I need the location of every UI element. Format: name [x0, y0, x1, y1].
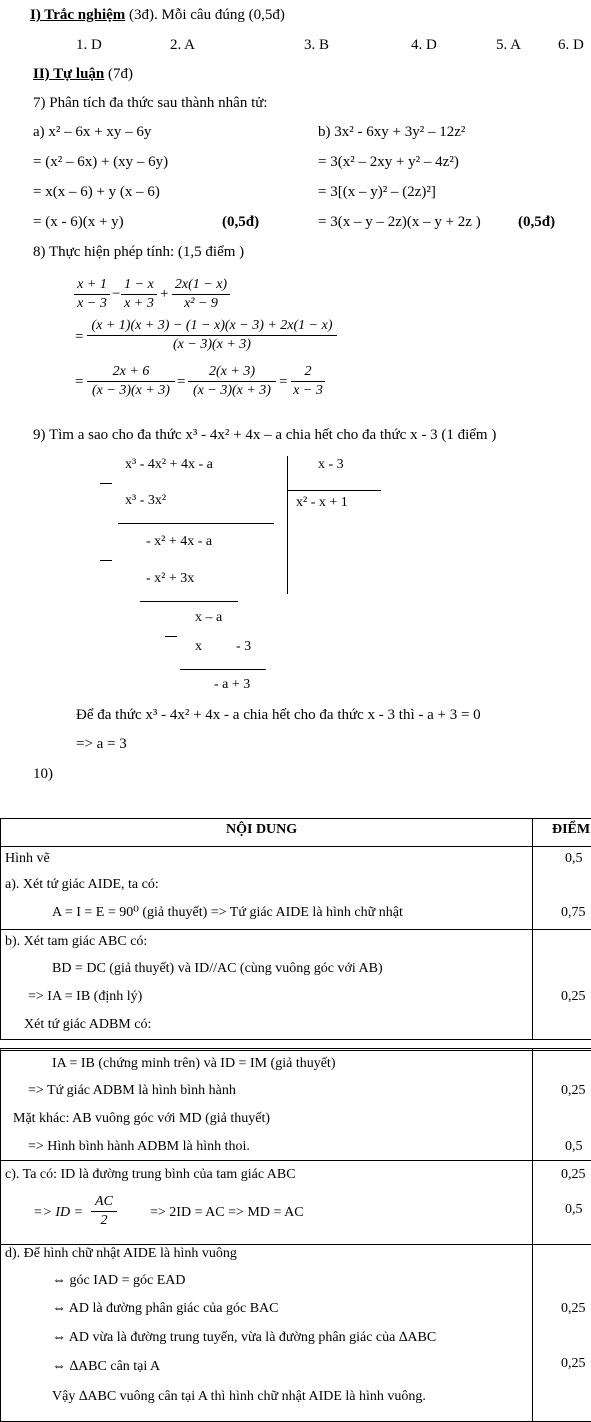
table-row-line: [0, 1160, 591, 1161]
row-score: 0,25: [561, 1083, 586, 1098]
row-score: 0,5: [565, 851, 583, 866]
answer-6: 6. D: [558, 37, 584, 53]
q7-b-line: = 3(x – y – 2z)(x – y + 2z ): [318, 214, 481, 230]
q8-fraction-4: (x + 1)(x + 3) − (1 − x)(x − 3) + 2x(1 − x) (x − 3)(x + 3): [87, 318, 337, 353]
q9-heading: 9) Tìm a sao cho đa thức x³ - 4x² + 4x – a chia hết cho đa thức x - 3 (1 điểm ): [33, 427, 497, 443]
q8-fraction-7: 2 x − 3: [291, 364, 325, 399]
q9-line: [180, 669, 266, 670]
answer-4: 4. D: [411, 37, 437, 53]
ac-over-2-fraction: AC 2: [91, 1194, 117, 1229]
q7-b-line: = 3[(x – y)² – (2z)²]: [318, 184, 436, 200]
q8-minus: −: [112, 286, 121, 302]
q9-minus-sign: [165, 636, 177, 637]
table-row: d). Để hình chữ nhật AIDE là hình vuông: [5, 1246, 237, 1261]
q9-step3-c: - 3: [236, 639, 252, 654]
q7-heading: 7) Phân tích đa thức sau thành nhân tử:: [33, 95, 268, 111]
q7-a-line: a) x² – 6x + xy – 6y: [33, 124, 152, 140]
table-row: IA = IB (chứng minh trên) và ID = IM (giả thuyết): [52, 1056, 336, 1071]
q8-equals: =: [279, 374, 288, 390]
table-row-line: [0, 1244, 591, 1245]
q9-step1: x³ - 3x²: [125, 493, 167, 508]
q8-equals: =: [75, 329, 84, 345]
table-row: => ID =: [33, 1205, 84, 1220]
row-score: 0,5: [565, 1202, 583, 1217]
q9-step3-x: x: [195, 639, 202, 654]
table-row: ⇔ AD là đường phân giác của góc BAC: [52, 1301, 279, 1316]
table-row: ⇔ góc IAD = góc EAD: [52, 1273, 186, 1288]
q8-fraction-1: x + 1 x − 3: [74, 277, 110, 312]
table-row: => IA = IB (định lý): [28, 989, 143, 1004]
table-col-divider: [532, 1048, 533, 1422]
answer-3: 3. B: [304, 37, 330, 53]
col-header-score: ĐIỂM: [552, 822, 591, 837]
q9-conclusion: Để đa thức x³ - 4x² + 4x - a chia hết cho đa thức x - 3 thì - a + 3 = 0: [76, 707, 481, 723]
table-row-line: [0, 929, 591, 930]
answer-1: 1. D: [76, 37, 102, 53]
q9-minus-sign: [100, 483, 112, 484]
q8-equals: =: [177, 374, 186, 390]
q9-dividend: x³ - 4x² + 4x - a: [125, 457, 213, 472]
q9-step2: - x² + 3x: [146, 571, 195, 586]
answer-5: 5. A: [496, 37, 522, 53]
q7-a-score: (0,5đ): [222, 214, 260, 230]
q9-remainder-1: - x² + 4x - a: [146, 534, 213, 549]
table-row: a). Xét tứ giác AIDE, ta có:: [5, 877, 159, 892]
part2-title-suffix: (7đ): [104, 66, 134, 82]
q9-answer: => a = 3: [76, 736, 127, 752]
table-row: c). Ta có: ID là đường trung bình của tam giác ABC: [5, 1167, 296, 1182]
q9-quotient: x² - x + 1: [296, 495, 348, 510]
row-score: 0,75: [561, 905, 586, 920]
row-score: 0,25: [561, 1301, 586, 1316]
q8-fraction-5: 2x + 6 (x − 3)(x + 3): [87, 364, 175, 399]
q7-b-line: b) 3x² - 6xy + 3y² – 12z²: [318, 124, 466, 140]
table-row: => Tứ giác ADBM là hình bình hành: [28, 1083, 236, 1098]
q7-b-score: (0,5đ): [518, 214, 556, 230]
q9-minus-sign: [100, 560, 112, 561]
q8-heading: 8) Thực hiện phép tính: (1,5 điểm ): [33, 244, 245, 260]
row-score: 0,25: [561, 1356, 586, 1371]
q7-a-line: = (x² – 6x) + (xy – 6y): [33, 154, 169, 170]
answer-2: 2. A: [170, 37, 196, 53]
q9-line: [140, 601, 238, 602]
table-row: Mặt khác: AB vuông góc với MD (giả thuyết): [13, 1111, 271, 1126]
table-row: Xét tứ giác ADBM có:: [24, 1017, 152, 1032]
q7-a-line: = (x - 6)(x + y): [33, 214, 124, 230]
q9-line: [118, 523, 274, 524]
table-row-line: [0, 846, 591, 847]
part2-title: II) Tự luận: [33, 66, 105, 82]
row-score: 0,25: [561, 1167, 586, 1182]
col-header-content: NỘI DUNG: [226, 822, 298, 837]
q8-plus: +: [160, 286, 169, 302]
row-score: 0,5: [565, 1139, 583, 1154]
table-row: A = I = E = 90⁰ (giả thuyết) => Tứ giác AIDE là hình chữ nhật: [52, 905, 403, 920]
q7-b-line: = 3(x² – 2xy + y² – 4z²): [318, 154, 459, 170]
q8-equals: =: [75, 374, 84, 390]
table-row: => Hình bình hành ADBM là hình thoi.: [28, 1139, 250, 1154]
part1-title: I) Trắc nghiệm: [30, 7, 126, 23]
table-row: b). Xét tam giác ABC có:: [5, 934, 148, 949]
table-row: => 2ID = AC => MD = AC: [150, 1205, 304, 1220]
row-score: 0,25: [561, 989, 586, 1004]
table-row: ⇔ AD vừa là đường trung tuyến, vừa là đường phân giác của ∆ABC: [52, 1330, 437, 1345]
q10-heading: 10): [33, 766, 53, 782]
table-row: Vậy ∆ABC vuông cân tại A thì hình chữ nhật AIDE là hình vuông.: [52, 1389, 426, 1404]
q8-fraction-6: 2(x + 3) (x − 3)(x + 3): [188, 364, 276, 399]
q8-fraction-3: 2x(1 − x) x² − 9: [172, 277, 230, 312]
part1-heading: [30, 8, 285, 23]
table-row: ⇔ ∆ABC cân tại A: [52, 1359, 161, 1374]
q8-fraction-2: 1 − x x + 3: [121, 277, 157, 312]
part1-title-suffix: (3đ). Mỗi câu đúng (0,5đ): [125, 7, 285, 23]
q9-divisor: x - 3: [318, 457, 344, 472]
q9-remainder-3: - a + 3: [214, 677, 251, 692]
table-row: BD = DC (giả thuyết) và ID//AC (cùng vuông góc với AB): [52, 961, 383, 976]
q9-division-bar: [287, 456, 288, 594]
q7-a-line: = x(x – 6) + y (x – 6): [33, 184, 160, 200]
table-row: Hình vẽ: [5, 851, 50, 866]
q9-remainder-2: x – a: [195, 610, 223, 625]
q9-quotient-bar: [287, 490, 381, 491]
part2-heading: [33, 67, 133, 82]
